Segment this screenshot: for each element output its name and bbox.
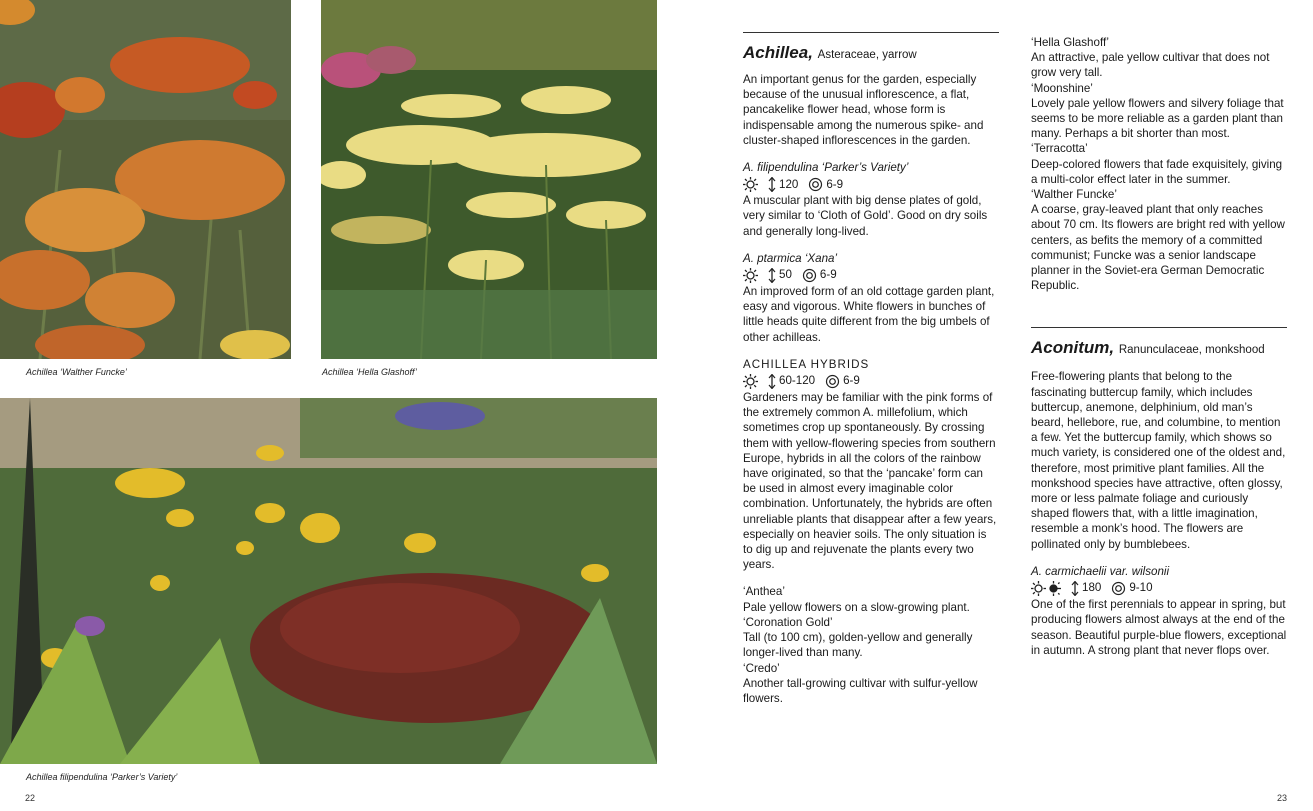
yarrow-yellow-photo [321,0,657,359]
cultivar-name: ‘Moonshine’ [1031,81,1093,95]
photo-walther-funcke [0,0,291,359]
text-column-2 [1031,35,1287,658]
section-rule [743,32,999,33]
section-rule [1031,327,1287,328]
hardiness-zone-icon [808,177,823,192]
photo-hella-glashoff [321,0,657,359]
cultivar-text: Pale yellow flowers on a slow-growing plant. [743,600,970,614]
species-name: A. carmichaelii var. wilsonii [1031,564,1170,578]
plant-icons [743,175,999,193]
height-value: 180 [1082,581,1102,595]
border-planting-photo [0,398,657,764]
species-name: A. filipendulina ‘Parker’s Variety’ [743,161,909,175]
cultivar-text: Tall (to 100 cm), golden-yellow and generally longer-lived than many. [743,631,973,660]
text-column-1 [743,32,999,706]
cultivar-text: Deep-colored flowers that fade exquisitely, giving a multi-color effect later in the summer. [1031,157,1283,186]
height-arrow-icon [768,268,776,283]
cultivar-text: A coarse, gray-leaved plant that only reaches about 70 cm. Its flowers are bright red with yellow centers, as befits the memory of a committed communist; Funcke was a senior landscape planner in the Soviet-era German Democratic Republic. [1031,203,1285,293]
cultivar-name: ‘Walther Funcke’ [1031,188,1117,202]
hardiness-zone-icon [1111,581,1126,596]
genus-intro: Free-flowering plants that belong to the fascinating buttercup family, which includes buttercup, anemone, delphinium, old man’s beard, hellebore, rue, and columbine, to mention a few. Yet the buttercup family, which shows so much variety, is considered one of the oldest and, therefore, most primitive plant families. All the monkshood species have attractive, often glossy, more or less palmate foliage and curiously shaped flowers that, with a little imagination, resemble a monk’s hood. The flowers are pollinated only by bumblebees. [1031,370,1286,551]
cultivar-text: Another tall-growing cultivar with sulfur-yellow flowers. [743,676,978,705]
height-arrow-icon [1071,581,1079,596]
height-value: 50 [779,268,792,282]
cultivar-name: ‘Credo’ [743,661,780,675]
photo-caption: Achillea filipendulina ‘Parker’s Variety’ [26,772,178,782]
species-text: One of the first perennials to appear in spring, but producing flowers almost always at the end of the season. Beautiful purple-blue flowers, exceptional in autumn. A strong plant that never flops over. [1031,598,1287,657]
family-name: Asteraceae, yarrow [817,49,917,61]
family-name: Ranunculaceae, monkshood [1118,344,1265,357]
zone-value: 9-10 [1129,581,1153,595]
plant-icons [1031,579,1287,597]
height-arrow-icon [768,374,776,389]
genus-intro: An important genus for the garden, especially because of the unusual inflorescence, a flat, pancakelike flower head, whose form is indispensable among the numerous spike- and cluster-shaped inflorescences in the garden. [743,73,984,147]
photo-caption: Achillea ‘Walther Funcke’ [26,367,127,377]
height-value: 60-120 [779,374,816,388]
cultivar-name: ‘Coronation Gold’ [743,615,833,629]
page-number-left: 22 [25,793,36,803]
cultivar-text: Lovely pale yellow flowers and silvery foliage that seems to be more reliable as a garden plant than many. Perhaps a bit shorter than most. [1031,96,1284,141]
sun-icon [743,374,758,389]
photo-parkers-variety [0,398,657,764]
genus-name: Aconitum, [1031,338,1115,358]
cultivar-text: An attractive, pale yellow cultivar that does not grow very tall. [1031,51,1270,80]
hardiness-zone-icon [802,268,817,283]
species-text: A muscular plant with big dense plates of gold, very similar to ‘Cloth of Gold’. Good on dry soils and generally long-lived. [743,194,988,238]
sun-partial-shade-icon [1031,581,1061,596]
cultivar-list [743,584,999,706]
species-name: A. ptarmica ‘Xana’ [743,251,838,265]
sun-icon [743,268,758,283]
cultivar-name: ‘Terracotta’ [1031,142,1088,156]
height-value: 120 [779,177,799,191]
zone-value: 6-9 [826,177,844,191]
species-text: An improved form of an old cottage garden plant, easy and vigorous. White flowers in bunches of little heads quite different from the big umbels of other achilleas. [743,285,995,344]
plant-icons [743,372,999,390]
cultivar-name: ‘Anthea’ [743,585,785,599]
plant-icons [743,266,999,284]
page-number-right: 23 [1277,793,1288,803]
yarrow-red-photo [0,0,291,359]
genus-heading-aconitum [1031,337,1287,361]
height-arrow-icon [768,177,776,192]
cultivar-name: ‘Hella Glashoff’ [1031,36,1109,49]
zone-value: 6-9 [843,374,860,388]
genus-name: Achillea, [743,43,813,62]
species-name: ACHILLEA HYBRIDS [743,357,870,371]
photo-caption: Achillea ‘Hella Glashoff’ [322,367,417,377]
zone-value: 6-9 [819,268,837,282]
hardiness-zone-icon [825,374,840,389]
species-text: Gardeners may be familiar with the pink forms of the extremely common A. millefolium, which sometimes crop up spontaneously. By crossing them with yellow-flowering species from southern Europe, hybrids in all the colors of the rainbow have originated, so that the ‘pancake’ form can be used in almost every imaginable color combination. Unfortunately, the hybrids are often unreliable plants that disappear after a few years, especially on heavier soils. The only situation is to dig up and rejuvenate the plants every two years. [743,391,997,572]
genus-heading-achillea [743,42,999,66]
sun-icon [743,177,758,192]
